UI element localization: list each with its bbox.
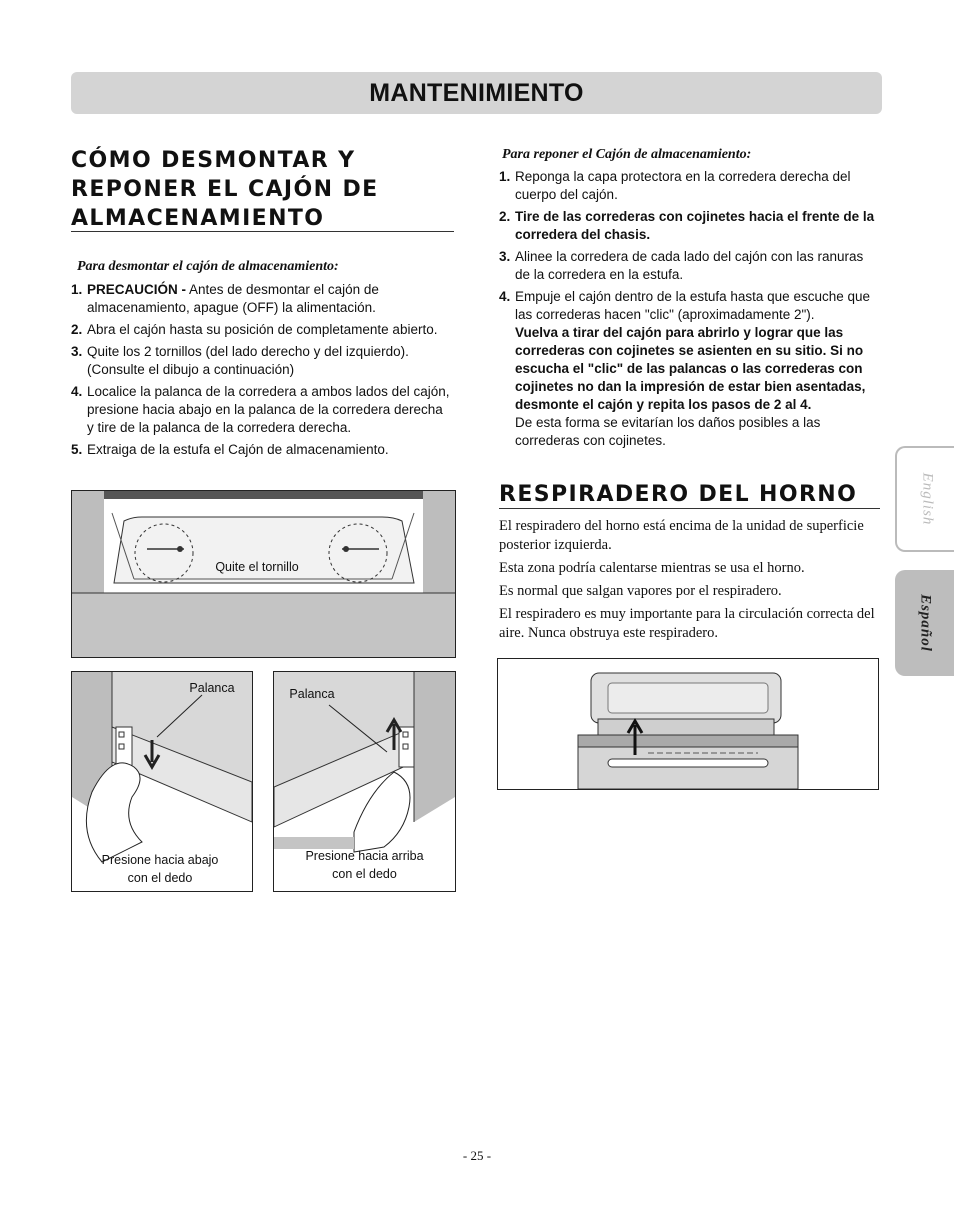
replace-step-2: 2. Tire de las correderas con cojinetes hacia el frente de la corredera del chasis. (499, 209, 875, 242)
replace-step-4: 4. Empuje el cajón dentro de la estufa hasta que escuche que las correderas hacen "clic" (aproximadamente 2"). Vuelva a tirar del cajón para abrirlo y lograr que las correderas con cojinetes se asienten en su sitio. Si no escucha el "clic" de las palancas o las correderas con cojinetes no dan la impresión de estar bien asentadas, desmonte el cajón y repita los pasos de 2 al 4. De esta forma se evitarían los daños posibles a las correderas con cojinetes. (499, 289, 870, 448)
press-down-illustration (71, 671, 253, 892)
remove-step-1: 1. PRECAUCIÓN - Antes de desmontar el cajón de almacenamiento, apague (OFF) la alimentación. (71, 282, 379, 315)
remove-subheading: Para desmontar el cajón de almacenamiento: (77, 259, 339, 274)
replace-step-1: 1. Reponga la capa protectora en la corredera derecha del cuerpo del cajón. (499, 169, 851, 202)
section-heading (71, 146, 379, 233)
replace-subheading: Para reponer el Cajón de almacenamiento: (502, 147, 752, 162)
vent-paragraph-1: El respiradero del horno está encima de la unidad de superficie posterior izquierda. (499, 518, 864, 553)
heading-rule (71, 231, 454, 232)
vent-paragraphs (499, 517, 879, 647)
remove-step-3: 3. Quite los 2 tornillos (del lado derecho y del izquierdo). (Consulte el dibujo a continuación) (71, 344, 409, 377)
press-up-illustration (273, 671, 456, 892)
remove-steps (71, 281, 451, 463)
oven-vent-illustration (497, 658, 879, 790)
remove-screw-caption: Quite el tornillo (215, 560, 299, 574)
heading-line-1: CÓMO DESMONTAR Y (71, 148, 356, 173)
tab-espanol[interactable]: Español (895, 570, 954, 676)
drawer-screws-illustration (71, 490, 456, 658)
remove-step-5: 5. Extraiga de la estufa el Cajón de almacenamiento. (71, 442, 389, 457)
heading-line-2: REPONER EL CAJÓN DE (71, 177, 379, 202)
press-up-caption: Presione hacia arriba con el dedo (305, 849, 424, 881)
remove-step-4: 4. Localice la palanca de la corredera a ambos lados del cajón, presione hacia abajo en la palanca de la corredera derecha y tire de la palanca de la corredera derecha. (71, 384, 450, 435)
replace-steps (499, 168, 881, 454)
section-banner: MANTENIMIENTO (71, 72, 882, 114)
heading-line-3: ALMACENAMIENTO (71, 206, 325, 231)
vent-paragraph-3: Es normal que salgan vapores por el respiradero. (499, 583, 782, 599)
vent-heading: RESPIRADERO DEL HORNO (499, 482, 858, 507)
page-number: - 25 - (462, 1148, 492, 1163)
lever-label-2: Palanca (289, 687, 335, 701)
vent-heading-rule (499, 508, 880, 509)
vent-paragraph-4: El respiradero es muy importante para la circulación correcta del aire. Nunca obstruya este respiradero. (499, 606, 875, 641)
replace-step-3: 3. Alinee la corredera de cada lado del cajón con las ranuras de la corredera en la estufa. (499, 249, 864, 282)
press-down-caption: Presione hacia abajo con el dedo (101, 853, 219, 885)
remove-step-2: 2. Abra el cajón hasta su posición de completamente abierto. (71, 322, 438, 337)
tab-english[interactable]: English (895, 446, 954, 552)
lever-label: Palanca (189, 681, 235, 695)
vent-paragraph-2: Esta zona podría calentarse mientras se usa el horno. (499, 560, 805, 576)
